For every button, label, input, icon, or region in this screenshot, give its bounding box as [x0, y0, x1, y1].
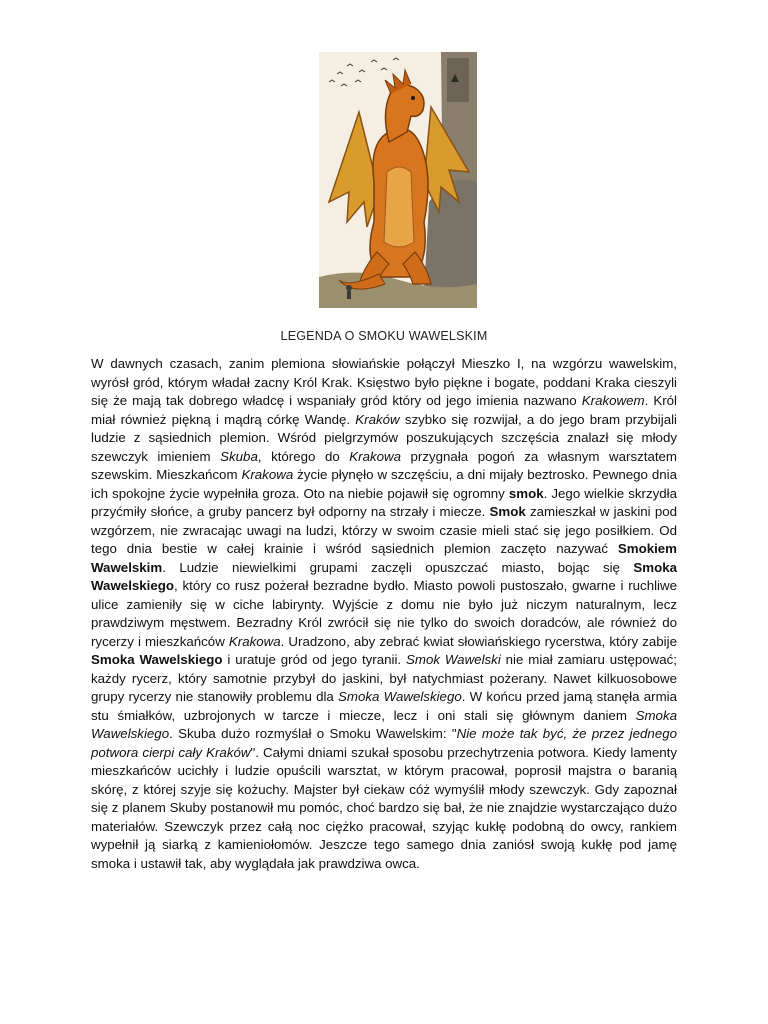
text-run: szybko się rozwijał, a do jego bram przybijali ludzie z sąsiednich plemion. Wśród pielgrzymów poszukujących szczęścia znalazł się młody szewczyk imieniem [91, 411, 678, 464]
text-run: . Ludzie niewielkimi grupami zaczęli opuszczać miasto, bojąc się [162, 559, 634, 575]
text-run: nie miał zamiaru ustępować; każdy rycerz, który samotnie przybył do jaskini, był natychmiast pożerany. Nawet kilkuosobowe grupy rycerzy nie stanowiły problemu dla [91, 652, 677, 704]
bold-term: Smoka Wawelskiego [91, 559, 677, 593]
italic-term: Smok Wawelski [406, 652, 501, 667]
text-run: , którego do [257, 448, 350, 464]
dragon-illustration [319, 52, 477, 308]
text-run: W dawnych czasach, zanim plemiona słowiańskie połączył Mieszko I, na wzgórzu wawelskim, wyrósł gród, którym władał zacny Król Krak. Księstwo było piękne i bogate, poddani Kraka cieszyli się że mają tak dobrego władcę i wspaniały gród który od jego imienia nazwano [91, 356, 677, 408]
italic-term: Krakowem [581, 393, 645, 408]
text-run: , który co rusz pożerał bezradne bydło. Miasto powoli pustoszało, gwarne i ruchliwe ulice zamieniły się w ciche labirynty. Wyjście z domu nie było już niczym naturalnym, lecz prawdziwym męstwem. Bezradny Król zwrócił się nie tylko do swoich doradców, ale również do rycerzy i mieszkańców [91, 578, 677, 649]
italic-term: Kraków [355, 411, 400, 427]
text-run: . Król miał również piękną i mądrą córkę Wandę. [91, 393, 677, 427]
text-run: . Uradzono, aby zebrać kwiat słowiańskiego rycerstwa, który zabije [280, 633, 677, 649]
text-run: przygnała pogoń za własnym warsztatem szewskim. Mieszkańcom [91, 448, 677, 482]
bold-term: smok [508, 485, 544, 501]
text-run: i uratuje gród od jego tyranii. [222, 652, 406, 667]
text-run: . W końcu przed jamą stanęła armia stu śmiałków, uzbrojonych w tarcze i miecze, lecz i oni stali się głównym daniem [91, 689, 678, 723]
italic-term: Smoka Wawelskiego [91, 707, 677, 741]
text-run: zamieszkał w jaskini pod wzgórzem, nie zwracając uwagi na ludzi, którzy w swoim czasie mieli stać się jego posiłkiem. Od tego dnia bestie w całej krainie i wśród sąsiednich plemion zaczęto nazywać [91, 504, 678, 556]
text-run: życie płynęło w szczęściu, a dni mijały beztrosko. Pewnego dnia ich spokojne życie wypełniła groza. Oto na niebie pojawił się ogromny [91, 467, 677, 501]
bold-term: Smokiem Wawelskim [91, 541, 677, 575]
document-title: LEGENDA O SMOKU WAWELSKIM [280, 329, 488, 343]
text-run: ". Całymi dniami szukał sposobu przechytrzenia potwora. Kiedy lamenty mieszkańców ucichły i ludzie opuścili warsztat, w którym pracował, poprosił majstra o baranią skórę, z której szyje się kożuchy. Majster był ciekaw cóż wymyślił młody szewczyk. Gdy zapoznał się z planem Skuby postanowił mu pomóc, choć bardzo się bał, że nie znajdzie wystarczająco dużo materiałów. Szewczyk przez całą noc ciężko pracował, szyjąc kukłę podobną do owcy, rankiem wypełnił ją siarką z kamieniołomów. Jeszcze tego samego dnia zaniósł swoją kukłę pod jamę smoka i ustawił tak, aby wyglądała jak prawdziwa owca. [91, 744, 677, 871]
italic-term: Smoka Wawelskiego [338, 689, 462, 704]
text-run: . Skuba dużo rozmyślał o Smoku Wawelskim: " [169, 726, 457, 741]
italic-term: Nie może tak być, że przez jednego potwora cierpi cały Kraków [91, 726, 678, 760]
italic-term: Skuba [220, 448, 258, 464]
body-paragraph [91, 355, 677, 873]
italic-term: Krakowa [228, 633, 281, 649]
italic-term: Krakowa [349, 448, 401, 464]
bold-term: Smok [489, 504, 526, 519]
text-run: . Jego wielkie skrzydła przyćmiły słońce, a gruby pancerz był odporny na strzały i miecze. [91, 485, 678, 519]
bold-term: Smoka Wawelskiego [91, 652, 223, 667]
italic-term: Krakowa [241, 467, 294, 482]
